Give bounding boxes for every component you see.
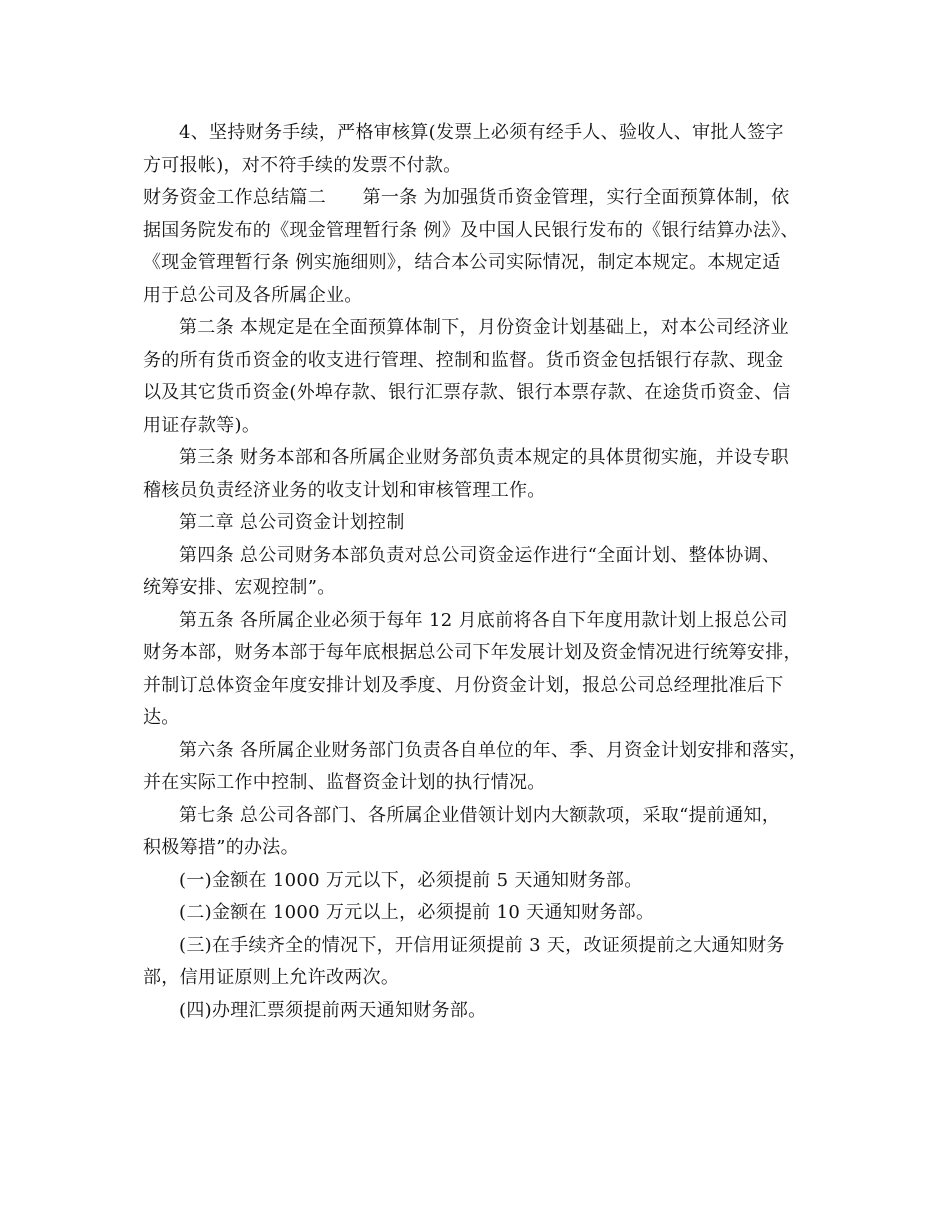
text-line: 稽核员负责经济业务的收支计划和审核管理工作。 bbox=[143, 479, 546, 501]
text-line: 并在实际工作中控制、监督资金计划的执行情况。 bbox=[143, 772, 546, 793]
text-line: 第七条 总公司各部门、各所属企业借领计划内大额款项，采取“提前通知， bbox=[179, 804, 781, 826]
text-line: 财务资金工作总结篇二 第一条 为加强货币资金管理，实行全面预算体制，依 bbox=[143, 187, 790, 208]
text-line: 并制订总体资金年度安排计划及季度、月份资金计划，报总公司总经理批准后下 bbox=[143, 674, 784, 696]
text-line: 《现金管理暂行条 例实施细则》，结合本公司实际情况，制定本规定。本规定适 bbox=[143, 252, 781, 273]
text-line: (四)办理汇票须提前两天通知财务部。 bbox=[179, 999, 487, 1021]
paragraph-p3 bbox=[143, 312, 813, 442]
document-body bbox=[143, 117, 813, 1027]
text-line: 以及其它货币资金(外埠存款、银行汇票存款、银行本票存款、在途货币资金、信 bbox=[143, 382, 791, 403]
text-line: (一)金额在 1000 万元以下，必须提前 5 天通知财务部。 bbox=[179, 869, 643, 891]
paragraph-p8 bbox=[143, 735, 813, 800]
paragraph-p13 bbox=[143, 995, 813, 1028]
text-line: (三)在手续齐全的情况下，开信用证须提前 3 天，改证须提前之大通知财务 bbox=[179, 934, 785, 956]
paragraph-p12 bbox=[143, 930, 813, 995]
text-line: 用证存款等)。 bbox=[143, 414, 261, 436]
text-line: 达。 bbox=[143, 707, 180, 728]
text-line: 部，信用证原则上允许改两次。 bbox=[143, 967, 400, 988]
paragraph-p5 bbox=[143, 507, 813, 540]
text-line: 第二章 总公司资金计划控制 bbox=[179, 512, 405, 533]
text-line: 第四条 总公司财务本部负责对总公司资金运作进行“全面计划、整体协调、 bbox=[179, 544, 781, 566]
text-line: 统筹安排、宏观控制”。 bbox=[143, 577, 336, 598]
paragraph-p2 bbox=[143, 182, 813, 312]
paragraph-p9 bbox=[143, 800, 813, 865]
paragraph-p7 bbox=[143, 605, 813, 735]
text-line: 积极筹措”的办法。 bbox=[143, 837, 299, 858]
paragraph-p10 bbox=[143, 865, 813, 898]
text-line: 第三条 财务本部和各所属企业财务部负责本规定的具体贯彻实施，并设专职 bbox=[179, 447, 789, 468]
text-line: 据国务院发布的《现金管理暂行条 例》及中国人民银行发布的《银行结算办法》、 bbox=[143, 219, 799, 241]
paragraph-p6 bbox=[143, 540, 813, 605]
text-line: 第五条 各所属企业必须于每年 12 月底前将各自下年度用款计划上报总公司 bbox=[179, 609, 788, 631]
text-line: 第二条 本规定是在全面预算体制下，月份资金计划基础上，对本公司经济业 bbox=[179, 317, 789, 338]
text-line: 4、坚持财务手续，严格审核算(发票上必须有经手人、验收人、审批人签字 bbox=[179, 122, 784, 143]
text-line: 用于总公司及各所属企业。 bbox=[143, 284, 363, 306]
paragraph-p4 bbox=[143, 442, 813, 507]
text-line: 第六条 各所属企业财务部门负责各自单位的年、季、月资金计划安排和落实， bbox=[179, 739, 808, 761]
text-line: 务的所有货币资金的收支进行管理、控制和监督。货币资金包括银行存款、现金 bbox=[143, 349, 784, 371]
text-line: 财务本部，财务本部于每年底根据总公司下年发展计划及资金情况进行统筹安排， bbox=[143, 642, 802, 663]
paragraph-p1 bbox=[143, 117, 813, 182]
text-line: (二)金额在 1000 万元以上，必须提前 10 天通知财务部。 bbox=[179, 902, 655, 923]
paragraph-p11 bbox=[143, 897, 813, 930]
text-line: 方可报帐)，对不符手续的发票不付款。 bbox=[143, 154, 462, 176]
